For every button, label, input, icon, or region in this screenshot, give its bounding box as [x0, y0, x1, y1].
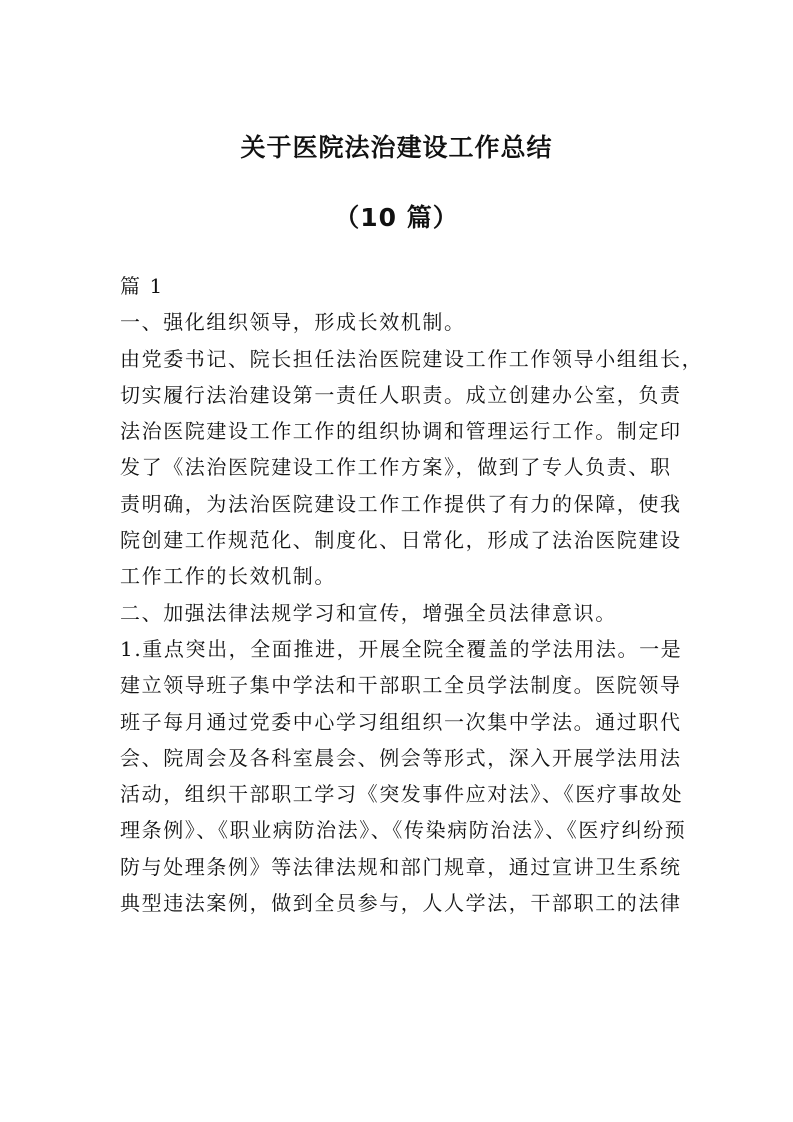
- paragraph-line: 切实履行法治建设第一责任人职责。成立创建办公室，负责: [120, 382, 682, 407]
- paragraph-line: 由党委书记、院长担任法治医院建设工作工作领导小组组长，: [120, 346, 704, 371]
- paragraph-line: 防与处理条例》等法律法规和部门规章，通过宣讲卫生系统: [120, 854, 682, 879]
- document-title: 关于医院法治建设工作总结: [240, 133, 553, 162]
- paragraph-line: 院创建工作规范化、制度化、日常化，形成了法治医院建设: [120, 528, 682, 553]
- heading-1: 一、强化组织领导，形成长效机制。: [120, 310, 466, 335]
- paragraph-line: 责明确，为法治医院建设工作工作提供了有力的保障，使我: [120, 491, 682, 516]
- paragraph-line: 班子每月通过党委中心学习组组织一次集中学法。通过职代: [120, 709, 682, 734]
- paragraph-line: 发了《法治医院建设工作工作方案》，做到了专人负责、职: [120, 455, 672, 480]
- paragraph-line: 活动，组织干部职工学习《突发事件应对法》、《医疗事故处: [120, 782, 684, 807]
- section-label: 篇 1: [120, 274, 164, 298]
- paragraph-line: 建立领导班子集中学法和干部职工全员学法制度。医院领导: [120, 673, 682, 698]
- paragraph-line: 工作工作的长效机制。: [120, 564, 336, 589]
- paragraph-line: 典型违法案例，做到全员参与，人人学法，干部职工的法律: [120, 891, 682, 916]
- document-body: [120, 268, 704, 921]
- paragraph-line: 1.重点突出，全面推进，开展全院全覆盖的学法用法。一是: [120, 636, 683, 661]
- paragraph-line: 会、院周会及各科室晨会、例会等形式，深入开展学法用法: [120, 745, 682, 770]
- document-subtitle: （10 篇）: [334, 203, 459, 232]
- heading-2: 二、加强法律法规学习和宣传，增强全员法律意识。: [120, 600, 617, 625]
- paragraph-line: 理条例》、《职业病防治法》、《传染病防治法》、《医疗纠纷预: [120, 818, 687, 843]
- paragraph-line: 法治医院建设工作工作的组织协调和管理运行工作。制定印: [120, 419, 682, 444]
